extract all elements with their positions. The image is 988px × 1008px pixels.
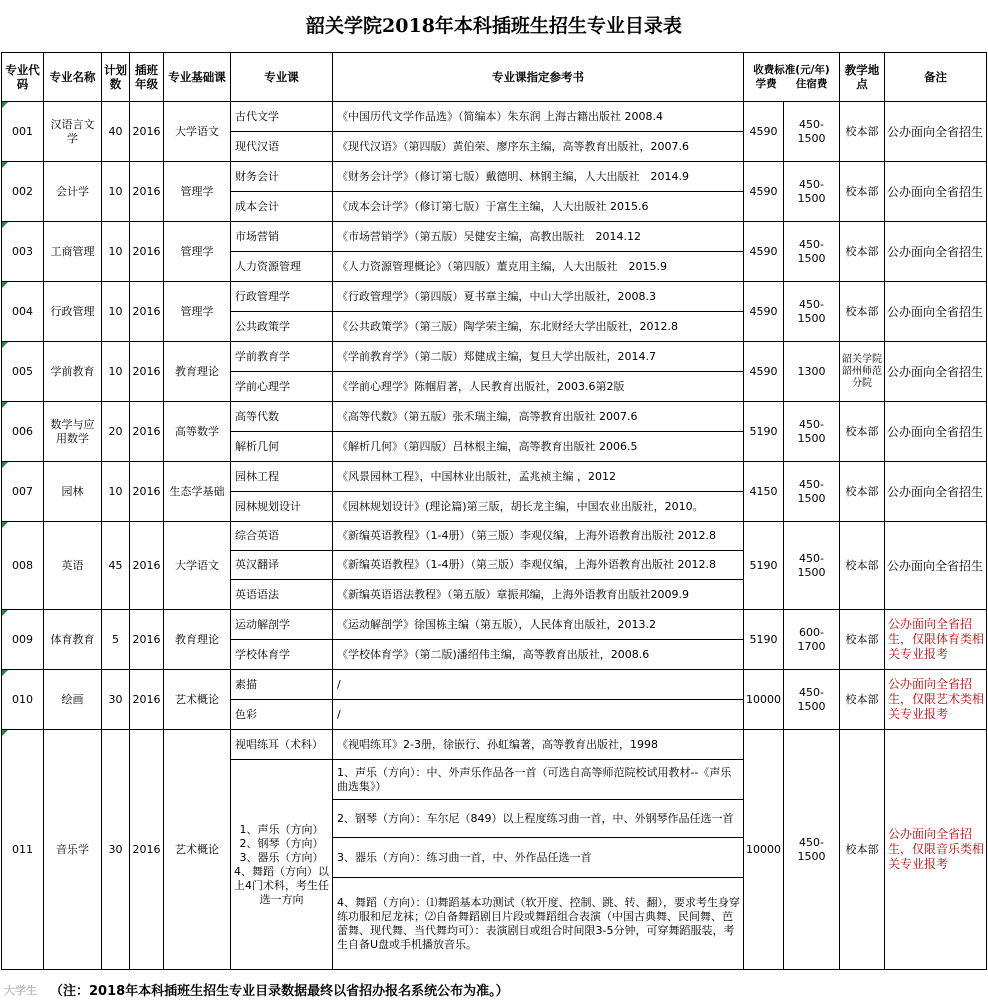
- fee-tuition: 4590: [744, 162, 784, 222]
- reference-book: 《成本会计学》（修订第七版）于富生主编，人大出版社 2015.6: [333, 192, 744, 222]
- major-grade: 2016: [130, 222, 164, 282]
- course-name: 素描: [231, 670, 333, 700]
- remark: 公办面向全省招生，仅限艺术类相关专业报考: [885, 670, 987, 730]
- course-name: 色彩: [231, 700, 333, 730]
- fee-tuition: 5190: [744, 522, 784, 610]
- fee-housing: 1300: [784, 342, 840, 402]
- teaching-place: 校本部: [840, 522, 885, 610]
- major-grade: 2016: [130, 730, 164, 970]
- remark: 公办面向全省招生: [885, 222, 987, 282]
- reference-book: 《现代汉语》（第四版）黄伯荣、廖序东主编，高等教育出版社，2007.6: [333, 132, 744, 162]
- header-course: 专业课: [231, 53, 333, 102]
- major-name: 数学与应用数学: [44, 402, 102, 462]
- table-row: [2, 162, 987, 192]
- table-row: [2, 462, 987, 492]
- major-grade: 2016: [130, 670, 164, 730]
- reference-book: 4、舞蹈（方向）：⑴舞蹈基本功测试（软开度、控制、跳、转、翻），要求考生身穿练功服和尼龙袜；⑵自备舞蹈剧目片段或舞蹈组合表演（中国古典舞、民间舞、芭蕾舞、现代舞、当代舞均可）：表演剧目或组合时间限3-5分钟，可穿舞蹈服装，考生自备U盘或手机播放音乐。: [333, 878, 744, 970]
- table-row: [2, 102, 987, 132]
- fee-housing: 450-1500: [784, 102, 840, 162]
- major-name: 音乐学: [44, 730, 102, 970]
- course-name: 市场营销: [231, 222, 333, 252]
- major-catalog-table: [1, 52, 987, 970]
- course-name: 解析几何: [231, 432, 333, 462]
- remark: 公办面向全省招生: [885, 282, 987, 342]
- table-row: [2, 342, 987, 372]
- header-plan: 计划数: [102, 53, 130, 102]
- major-base-course: 管理学: [164, 162, 231, 222]
- major-name: 英语: [44, 522, 102, 610]
- header-fee-title: 收费标准(元/年): [753, 64, 830, 76]
- fee-tuition: 4590: [744, 102, 784, 162]
- reference-book: 《新编英语教程》（1-4册）（第三版）李观仪编，上海外语教育出版社 2012.8: [333, 522, 744, 551]
- reference-book: 《市场营销学》（第五版）吴健安主编，高教出版社 2014.12: [333, 222, 744, 252]
- fee-housing: 450-1500: [784, 282, 840, 342]
- major-base-course: 生态学基础: [164, 462, 231, 522]
- reference-book: 《解析几何》（第四版）吕林根主编，高等教育出版社 2006.5: [333, 432, 744, 462]
- fee-tuition: 4150: [744, 462, 784, 522]
- fee-housing: 450-1500: [784, 462, 840, 522]
- major-plan: 10: [102, 342, 130, 402]
- table-row: [2, 730, 987, 760]
- teaching-place: 校本部: [840, 402, 885, 462]
- teaching-place: 校本部: [840, 222, 885, 282]
- fee-tuition: 4590: [744, 222, 784, 282]
- reference-book: 《运动解剖学》徐国栋主编（第五版），人民体育出版社，2013.2: [333, 610, 744, 640]
- major-plan: 20: [102, 402, 130, 462]
- reference-book: 《风景园林工程》，中国林业出版社，孟兆祯主编 ，2012: [333, 462, 744, 492]
- header-place: 教学地点: [840, 53, 885, 102]
- course-name: 古代文学: [231, 102, 333, 132]
- table-row: [2, 610, 987, 640]
- table-row: [2, 222, 987, 252]
- remark: 公办面向全省招生: [885, 462, 987, 522]
- major-plan: 10: [102, 222, 130, 282]
- course-name: 现代汉语: [231, 132, 333, 162]
- reference-book: 2、钢琴（方向）：车尔尼（849）以上程度练习曲一首，中、外钢琴作品任选一首: [333, 800, 744, 838]
- header-code: 专业代码: [2, 53, 44, 102]
- remark: 公办面向全省招生: [885, 102, 987, 162]
- major-grade: 2016: [130, 162, 164, 222]
- reference-book: /: [333, 700, 744, 730]
- course-name: 学校体育学: [231, 640, 333, 670]
- remark: 公办面向全省招生: [885, 162, 987, 222]
- course-name: 园林规划设计: [231, 492, 333, 522]
- major-grade: 2016: [130, 282, 164, 342]
- major-plan: 30: [102, 730, 130, 970]
- course-name: 运动解剖学: [231, 610, 333, 640]
- major-code: 008: [2, 522, 44, 610]
- header-fee-housing: 住宿费: [795, 78, 828, 90]
- header-books: 专业课指定参考书: [333, 53, 744, 102]
- major-plan: 45: [102, 522, 130, 610]
- remark: 公办面向全省招生: [885, 402, 987, 462]
- fee-housing: 450-1500: [784, 162, 840, 222]
- teaching-place: 校本部: [840, 670, 885, 730]
- major-name: 学前教育: [44, 342, 102, 402]
- reference-book: 《学前心理学》陈帼眉著，人民教育出版社，2003.6第2版: [333, 372, 744, 402]
- teaching-place: 校本部: [840, 462, 885, 522]
- major-base-course: 艺术概论: [164, 670, 231, 730]
- major-grade: 2016: [130, 342, 164, 402]
- reference-book: 《学前教育学》（第二版）郑健成主编，复旦大学出版社，2014.7: [333, 342, 744, 372]
- major-base-course: 教育理论: [164, 342, 231, 402]
- header-fee-tuition: 学费: [755, 78, 777, 90]
- reference-book: 《新编英语语法教程》（第五版）章振邦编，上海外语教育出版社2009.9: [333, 580, 744, 610]
- header-fee: [744, 53, 840, 102]
- header-grade: 插班年级: [130, 53, 164, 102]
- major-base-course: 大学语文: [164, 102, 231, 162]
- major-name: 会计学: [44, 162, 102, 222]
- major-code: 001: [2, 102, 44, 162]
- reference-book: 《公共政策学》（第三版）陶学荣主编，东北财经大学出版社，2012.8: [333, 312, 744, 342]
- reference-book: 《学校体育学》（第二版)潘绍伟主编，高等教育出版社，2008.6: [333, 640, 744, 670]
- major-plan: 40: [102, 102, 130, 162]
- course-name: 英语语法: [231, 580, 333, 610]
- course-name: 园林工程: [231, 462, 333, 492]
- header-name: 专业名称: [44, 53, 102, 102]
- major-code: 004: [2, 282, 44, 342]
- teaching-place: 校本部: [840, 102, 885, 162]
- major-code: 007: [2, 462, 44, 522]
- major-code: 003: [2, 222, 44, 282]
- course-name: 财务会计: [231, 162, 333, 192]
- table-body: [2, 102, 987, 970]
- course-name: 人力资源管理: [231, 252, 333, 282]
- table-header-row: [2, 53, 987, 102]
- watermark-logo: 大学生: [4, 984, 37, 997]
- footer-note: （注：2018年本科插班生招生专业目录数据最终以省招办报名系统公布为准。）: [50, 984, 509, 999]
- major-base-course: 高等数学: [164, 402, 231, 462]
- major-grade: 2016: [130, 610, 164, 670]
- reference-book: 《行政管理学》（第四版）夏书章主编，中山大学出版社，2008.3: [333, 282, 744, 312]
- reference-book: 1、声乐（方向）：中、外声乐作品各一首（可选自高等师范院校试用教材--《声乐曲选集》）: [333, 760, 744, 800]
- major-grade: 2016: [130, 102, 164, 162]
- fee-housing: 450-1500: [784, 222, 840, 282]
- teaching-place: 校本部: [840, 162, 885, 222]
- reference-book: 《中国历代文学作品选》（简编本）朱东润 上海古籍出版社 2008.4: [333, 102, 744, 132]
- remark: 公办面向全省招生: [885, 522, 987, 610]
- major-grade: 2016: [130, 402, 164, 462]
- fee-housing: 600-1700: [784, 610, 840, 670]
- course-name-group: 1、声乐（方向）2、钢琴（方向）3、器乐（方向）4、舞蹈（方向）以上4门术科，考生任选一方向: [231, 760, 333, 970]
- major-code: 005: [2, 342, 44, 402]
- reference-book: 《视唱练耳》2-3册，徐嵌行、孙虹编著，高等教育出版社，1998: [333, 730, 744, 760]
- major-base-course: 大学语文: [164, 522, 231, 610]
- major-plan: 30: [102, 670, 130, 730]
- fee-housing: 450-1500: [784, 402, 840, 462]
- major-name: 园林: [44, 462, 102, 522]
- table-row: [2, 522, 987, 551]
- table-row: [2, 402, 987, 432]
- course-name: 高等代数: [231, 402, 333, 432]
- course-name: 英汉翻译: [231, 551, 333, 580]
- teaching-place: 校本部: [840, 730, 885, 970]
- major-code: 006: [2, 402, 44, 462]
- major-base-course: 管理学: [164, 282, 231, 342]
- course-name: 学前教育学: [231, 342, 333, 372]
- reference-book: /: [333, 670, 744, 700]
- fee-housing: 450-1500: [784, 522, 840, 610]
- header-remark: 备注: [885, 53, 987, 102]
- major-name: 体育教育: [44, 610, 102, 670]
- fee-tuition: 4590: [744, 342, 784, 402]
- reference-book: 《人力资源管理概论》（第四版）董克用主编，人大出版社 2015.9: [333, 252, 744, 282]
- major-code: 011: [2, 730, 44, 970]
- major-name: 汉语言文学: [44, 102, 102, 162]
- remark: 公办面向全省招生: [885, 342, 987, 402]
- major-base-course: 教育理论: [164, 610, 231, 670]
- fee-tuition: 10000: [744, 670, 784, 730]
- major-plan: 10: [102, 162, 130, 222]
- header-base: 专业基础课: [164, 53, 231, 102]
- fee-tuition: 10000: [744, 730, 784, 970]
- major-name: 行政管理: [44, 282, 102, 342]
- course-name: 学前心理学: [231, 372, 333, 402]
- fee-housing: 450-1500: [784, 670, 840, 730]
- fee-tuition: 5190: [744, 402, 784, 462]
- fee-tuition: 5190: [744, 610, 784, 670]
- reference-book: 《财务会计学》（修订第七版）戴德明、林钢主编，人大出版社 2014.9: [333, 162, 744, 192]
- major-plan: 10: [102, 462, 130, 522]
- major-base-course: 艺术概论: [164, 730, 231, 970]
- major-base-course: 管理学: [164, 222, 231, 282]
- teaching-place: 校本部: [840, 282, 885, 342]
- reference-book: 3、器乐（方向）：练习曲一首，中、外作品任选一首: [333, 838, 744, 878]
- major-code: 002: [2, 162, 44, 222]
- major-code: 009: [2, 610, 44, 670]
- table-row: [2, 670, 987, 700]
- page-title: 韶关学院2018年本科插班生招生专业目录表: [306, 15, 682, 37]
- major-name: 绘画: [44, 670, 102, 730]
- major-name: 工商管理: [44, 222, 102, 282]
- reference-book: 《新编英语教程》（1-4册）（第三版）李观仪编，上海外语教育出版社 2012.8: [333, 551, 744, 580]
- course-name: 视唱练耳（术科）: [231, 730, 333, 760]
- reference-book: 《高等代数》（第五版）张禾瑞主编，高等教育出版社 2007.6: [333, 402, 744, 432]
- course-name: 综合英语: [231, 522, 333, 551]
- remark: 公办面向全省招生，仅限音乐类相关专业报考: [885, 730, 987, 970]
- major-code: 010: [2, 670, 44, 730]
- major-plan: 5: [102, 610, 130, 670]
- major-grade: 2016: [130, 522, 164, 610]
- course-name: 行政管理学: [231, 282, 333, 312]
- fee-housing: 450-1500: [784, 730, 840, 970]
- teaching-place: 韶关学院韶州师范分院: [840, 342, 885, 402]
- course-name: 公共政策学: [231, 312, 333, 342]
- course-name: 成本会计: [231, 192, 333, 222]
- reference-book: 《园林规划设计》(理论篇)第三版，胡长龙主编，中国农业出版社，2010。: [333, 492, 744, 522]
- teaching-place: 校本部: [840, 610, 885, 670]
- remark: 公办面向全省招生，仅限体育类相关专业报考: [885, 610, 987, 670]
- major-plan: 10: [102, 282, 130, 342]
- fee-tuition: 4590: [744, 282, 784, 342]
- major-grade: 2016: [130, 462, 164, 522]
- table-row: [2, 282, 987, 312]
